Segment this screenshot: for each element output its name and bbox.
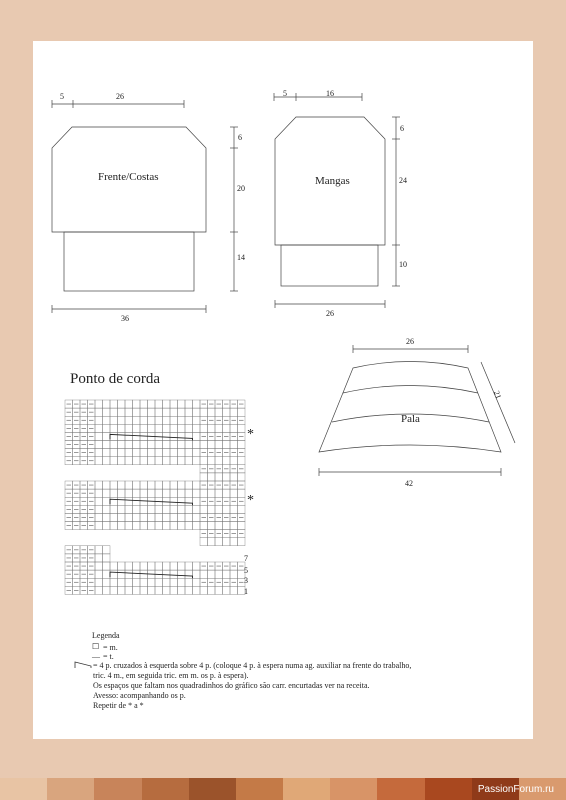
yoke-dim-top: 26 xyxy=(406,337,414,346)
front-back-dim-right-top: 6 xyxy=(238,133,242,142)
front-back-dim-top-left: 5 xyxy=(60,92,64,101)
color-swatch xyxy=(142,778,189,800)
legend-cable-text: = 4 p. cruzados à esquerda sobre 4 p. (coloque 4 p. à espera numa ag. auxiliar na frente do trabalho, xyxy=(93,661,412,670)
color-swatch xyxy=(283,778,330,800)
color-swatch xyxy=(47,778,94,800)
front-back-dim-right-bottom: 14 xyxy=(237,253,245,262)
color-swatch xyxy=(94,778,141,800)
row-number-5: 5 xyxy=(244,566,248,575)
row-number-7: 7 xyxy=(244,554,248,563)
color-swatch xyxy=(425,778,472,800)
row-number-3: 3 xyxy=(244,576,248,585)
sleeve-dim-bottom: 26 xyxy=(326,309,334,318)
color-swatch xyxy=(330,778,377,800)
repeat-asterisk-top: * xyxy=(247,427,254,442)
legend-repeat-note: Repetir de * a * xyxy=(93,701,144,710)
front-back-dim-top: 26 xyxy=(116,92,124,101)
yoke-inner-curve-1 xyxy=(343,386,478,394)
sleeve-cuff xyxy=(281,245,378,286)
front-back-label: Frente/Costas xyxy=(98,171,159,183)
yoke-side-dim-line xyxy=(481,362,515,443)
legend-wrong-side-note: Avesso: acompanhando os p. xyxy=(93,691,186,700)
legend-cable-text-cont: tric. 4 m., em seguida tric. em m. os p. à espera). xyxy=(93,671,249,680)
sleeve-dim-right-top: 6 xyxy=(400,124,404,133)
cable-cross-symbol xyxy=(110,434,193,440)
cable-cross-symbol xyxy=(110,572,193,578)
legend-title: Legenda xyxy=(92,631,120,640)
yoke-dim-side: 21 xyxy=(491,389,504,401)
color-swatch xyxy=(377,778,424,800)
legend-knit-text: = m. xyxy=(103,643,118,652)
front-back-dim-right-mid: 20 xyxy=(237,184,245,193)
yoke-label: Pala xyxy=(401,413,420,425)
legend-knit-symbol: ☐ xyxy=(92,642,100,651)
watermark: PassionForum.ru xyxy=(477,784,554,795)
yoke-outline xyxy=(319,362,504,453)
legend-purl-text: = t. xyxy=(103,652,114,661)
legend-cable-symbol xyxy=(74,660,94,670)
sleeve-dim-top-left: 5 xyxy=(283,89,287,98)
color-swatch xyxy=(0,778,47,800)
color-swatch xyxy=(189,778,236,800)
stitch-chart-grid xyxy=(65,400,245,594)
legend-purl-symbol: — xyxy=(92,652,100,661)
stitch-chart-title: Ponto de corda xyxy=(70,371,160,387)
yoke-dim-bottom: 42 xyxy=(405,479,413,488)
color-swatch xyxy=(236,778,283,800)
sleeve-dim-top: 16 xyxy=(326,89,334,98)
sleeve-label: Mangas xyxy=(315,175,350,187)
front-back-ribbing xyxy=(64,232,194,291)
repeat-asterisk-bottom: * xyxy=(247,493,254,508)
sleeve-dim-right-bottom: 10 xyxy=(399,260,407,269)
front-back-dim-bottom: 36 xyxy=(121,314,129,323)
row-number-1: 1 xyxy=(244,587,248,596)
sleeve-dim-right-mid: 24 xyxy=(399,176,407,185)
legend-short-rows-note: Os espaços que faltam nos quadradinhos do gráfico são carr. encurtadas ver na receita. xyxy=(93,681,370,690)
cable-cross-symbol xyxy=(110,499,193,505)
